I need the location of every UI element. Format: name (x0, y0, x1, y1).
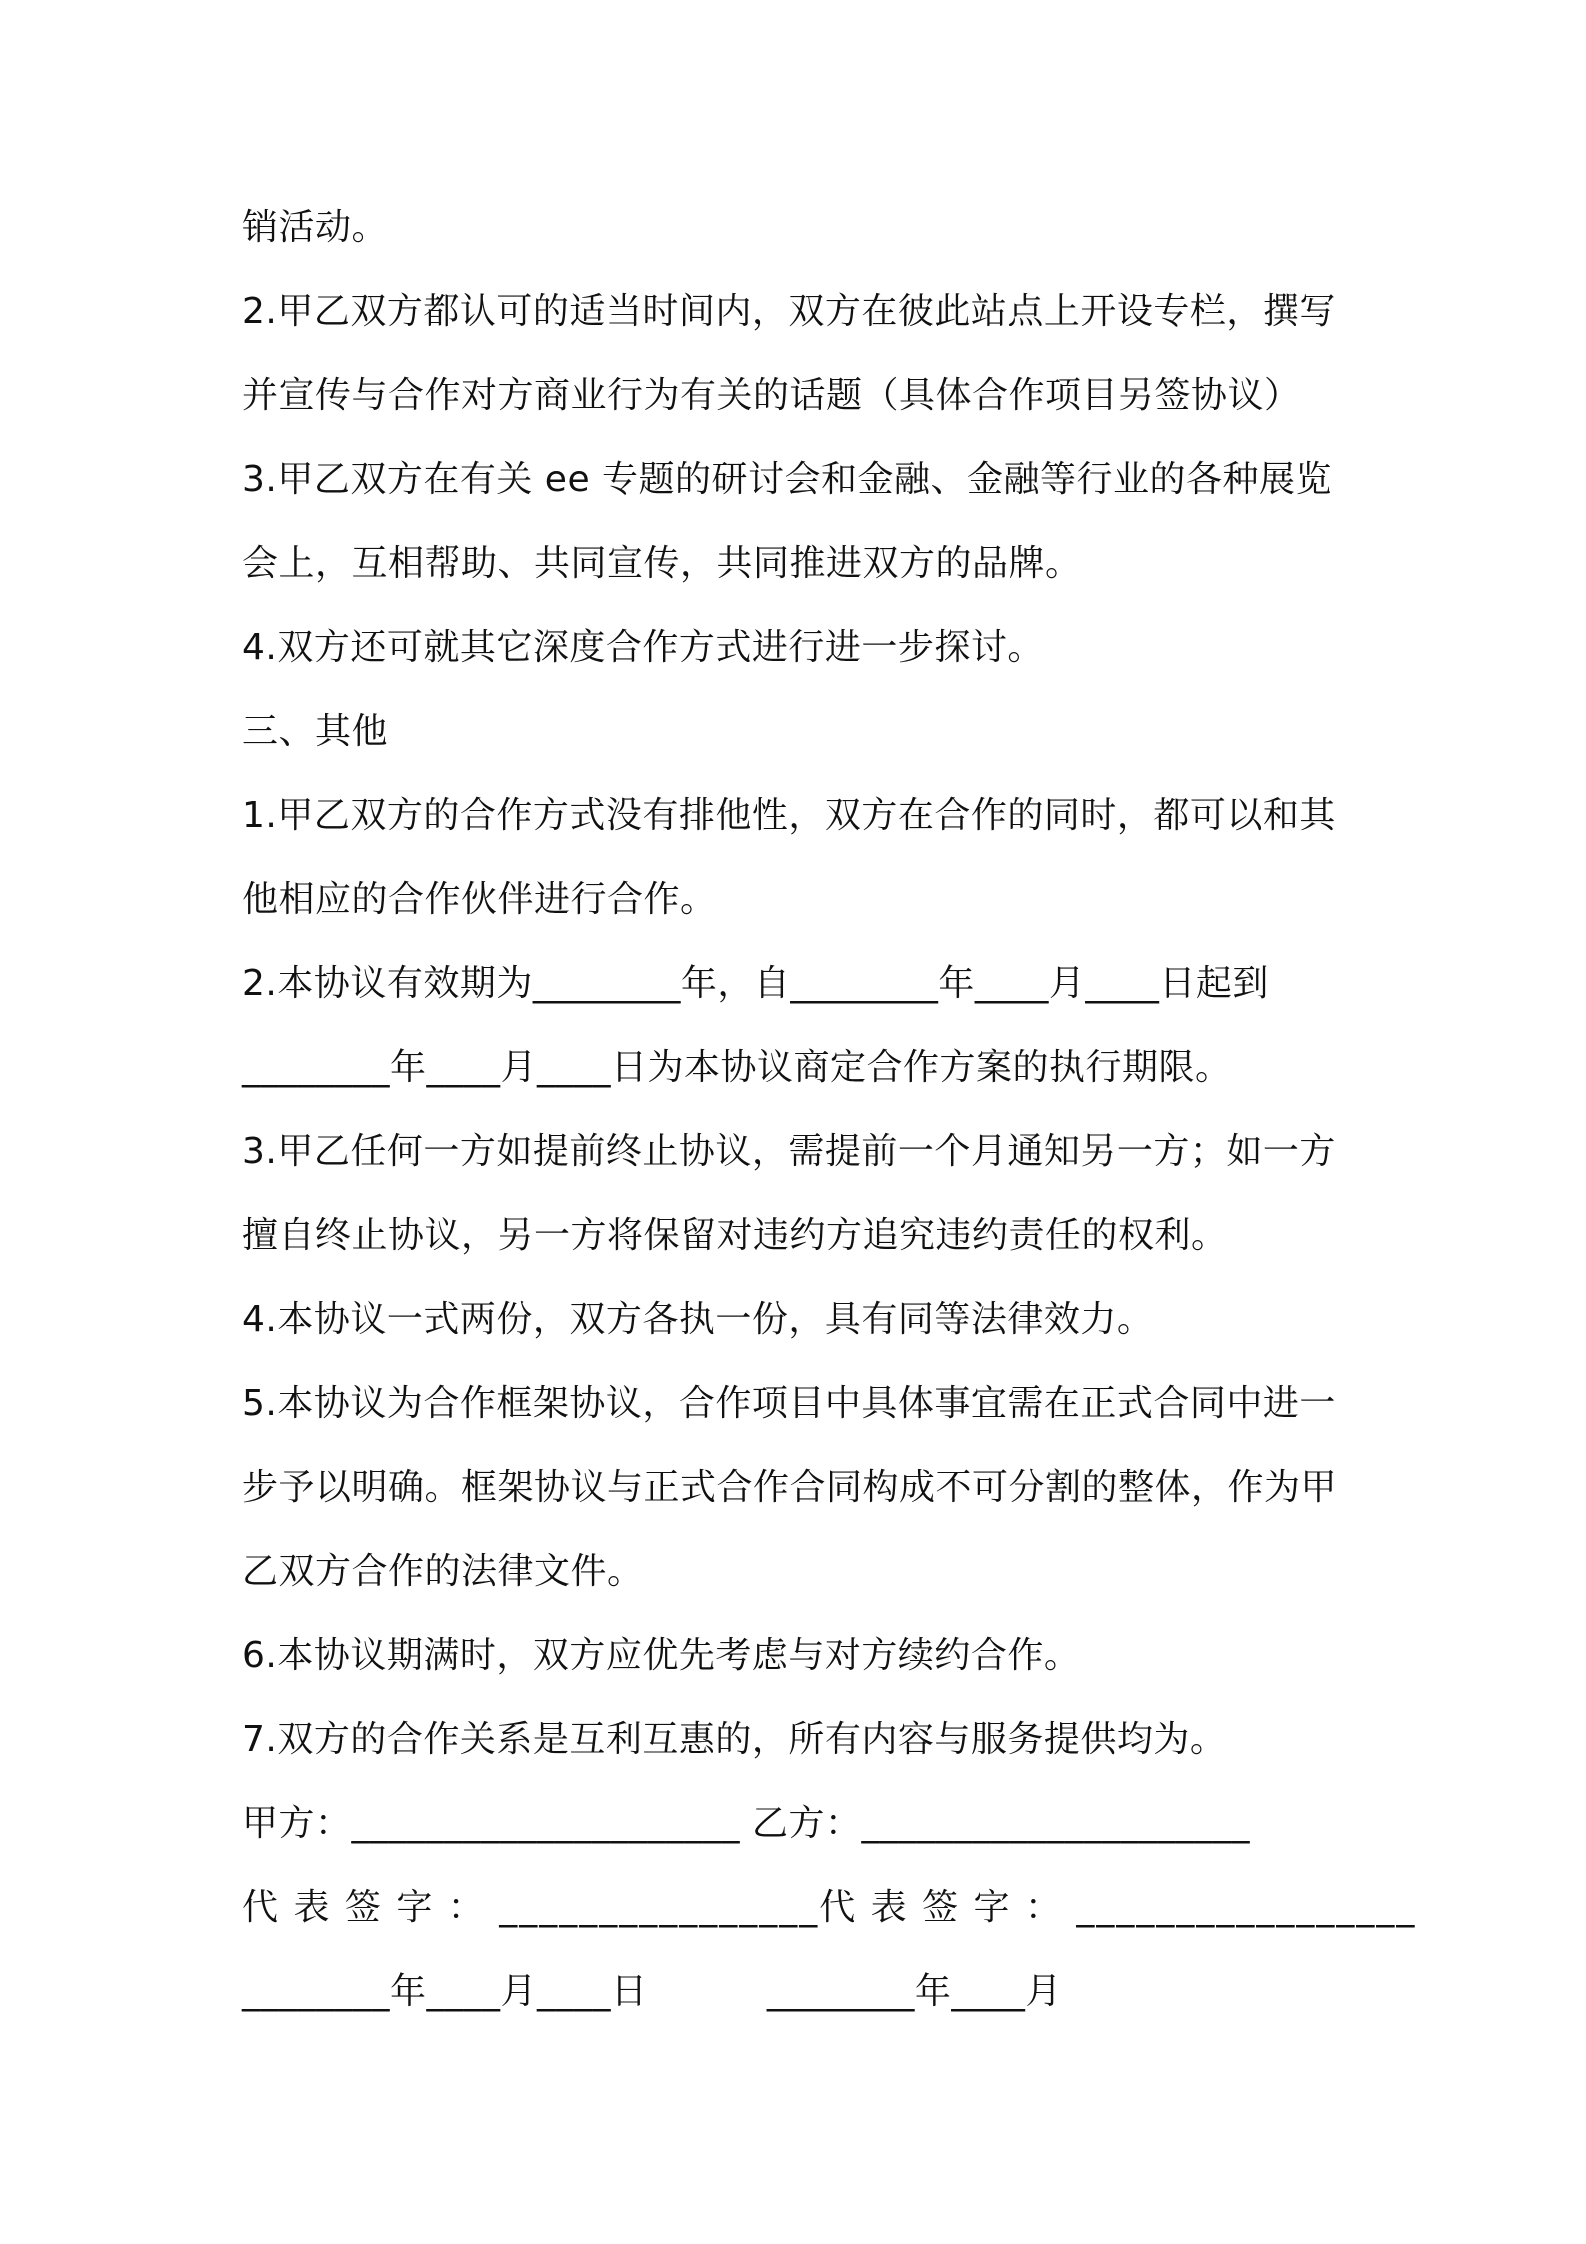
representative-signature-line: 代 表 签 字 ： ________________代 表 签 字 ： _________________ (242, 1887, 1417, 1928)
clause-4-line: 4.双方还可就其它深度合作方式进行进一步探讨。 (242, 627, 1044, 668)
other-clause-7-line: 7.双方的合作关系是互利互惠的，所有内容与服务提供均为。 (242, 1719, 1227, 1760)
other-clause-3-line-2: 擅自终止协议，另一方将保留对违约方追究违约责任的权利。 (242, 1215, 1228, 1256)
other-clause-2-line-1: 2.本协议有效期为________年，自________年____月____日起到 (242, 963, 1269, 1004)
other-clause-5-line-2: 步予以明确。框架协议与正式合作合同构成不可分割的整体，作为甲 (242, 1467, 1338, 1508)
section-heading-other: 三、其他 (242, 711, 389, 752)
other-clause-4-line: 4.本协议一式两份，双方各执一份，具有同等法律效力。 (242, 1299, 1154, 1340)
text-line: 销活动。 (242, 207, 389, 248)
clause-3-line-1: 3.甲乙双方在有关 ee 专题的研讨会和金融、金融等行业的各种展览 (242, 459, 1333, 500)
clause-2-line-2: 并宣传与合作对方商业行为有关的话题（具体合作项目另签协议） (242, 375, 1301, 416)
other-clause-1-line-1: 1.甲乙双方的合作方式没有排他性，双方在合作的同时，都可以和其 (242, 795, 1336, 836)
other-clause-3-line-1: 3.甲乙任何一方如提前终止协议，需提前一个月通知另一方；如一方 (242, 1131, 1336, 1172)
other-clause-5-line-3: 乙双方合作的法律文件。 (242, 1551, 644, 1592)
clause-2-line-1: 2.甲乙双方都认可的适当时间内，双方在彼此站点上开设专栏，撰写 (242, 291, 1336, 332)
other-clause-6-line: 6.本协议期满时，双方应优先考虑与对方续约合作。 (242, 1635, 1081, 1676)
other-clause-2-line-2: ________年____月____日为本协议商定合作方案的执行期限。 (242, 1047, 1232, 1088)
other-clause-5-line-1: 5.本协议为合作框架协议，合作项目中具体事宜需在正式合同中进一 (242, 1383, 1336, 1424)
clause-3-line-2: 会上，互相帮助、共同宣传，共同推进双方的品牌。 (242, 543, 1082, 584)
date-line: ________年____月____日 ________年____月 (242, 1971, 1062, 2012)
party-signature-line: 甲方：_____________________ 乙方：_____________________ (242, 1803, 1250, 1844)
other-clause-1-line-2: 他相应的合作伙伴进行合作。 (242, 879, 717, 920)
